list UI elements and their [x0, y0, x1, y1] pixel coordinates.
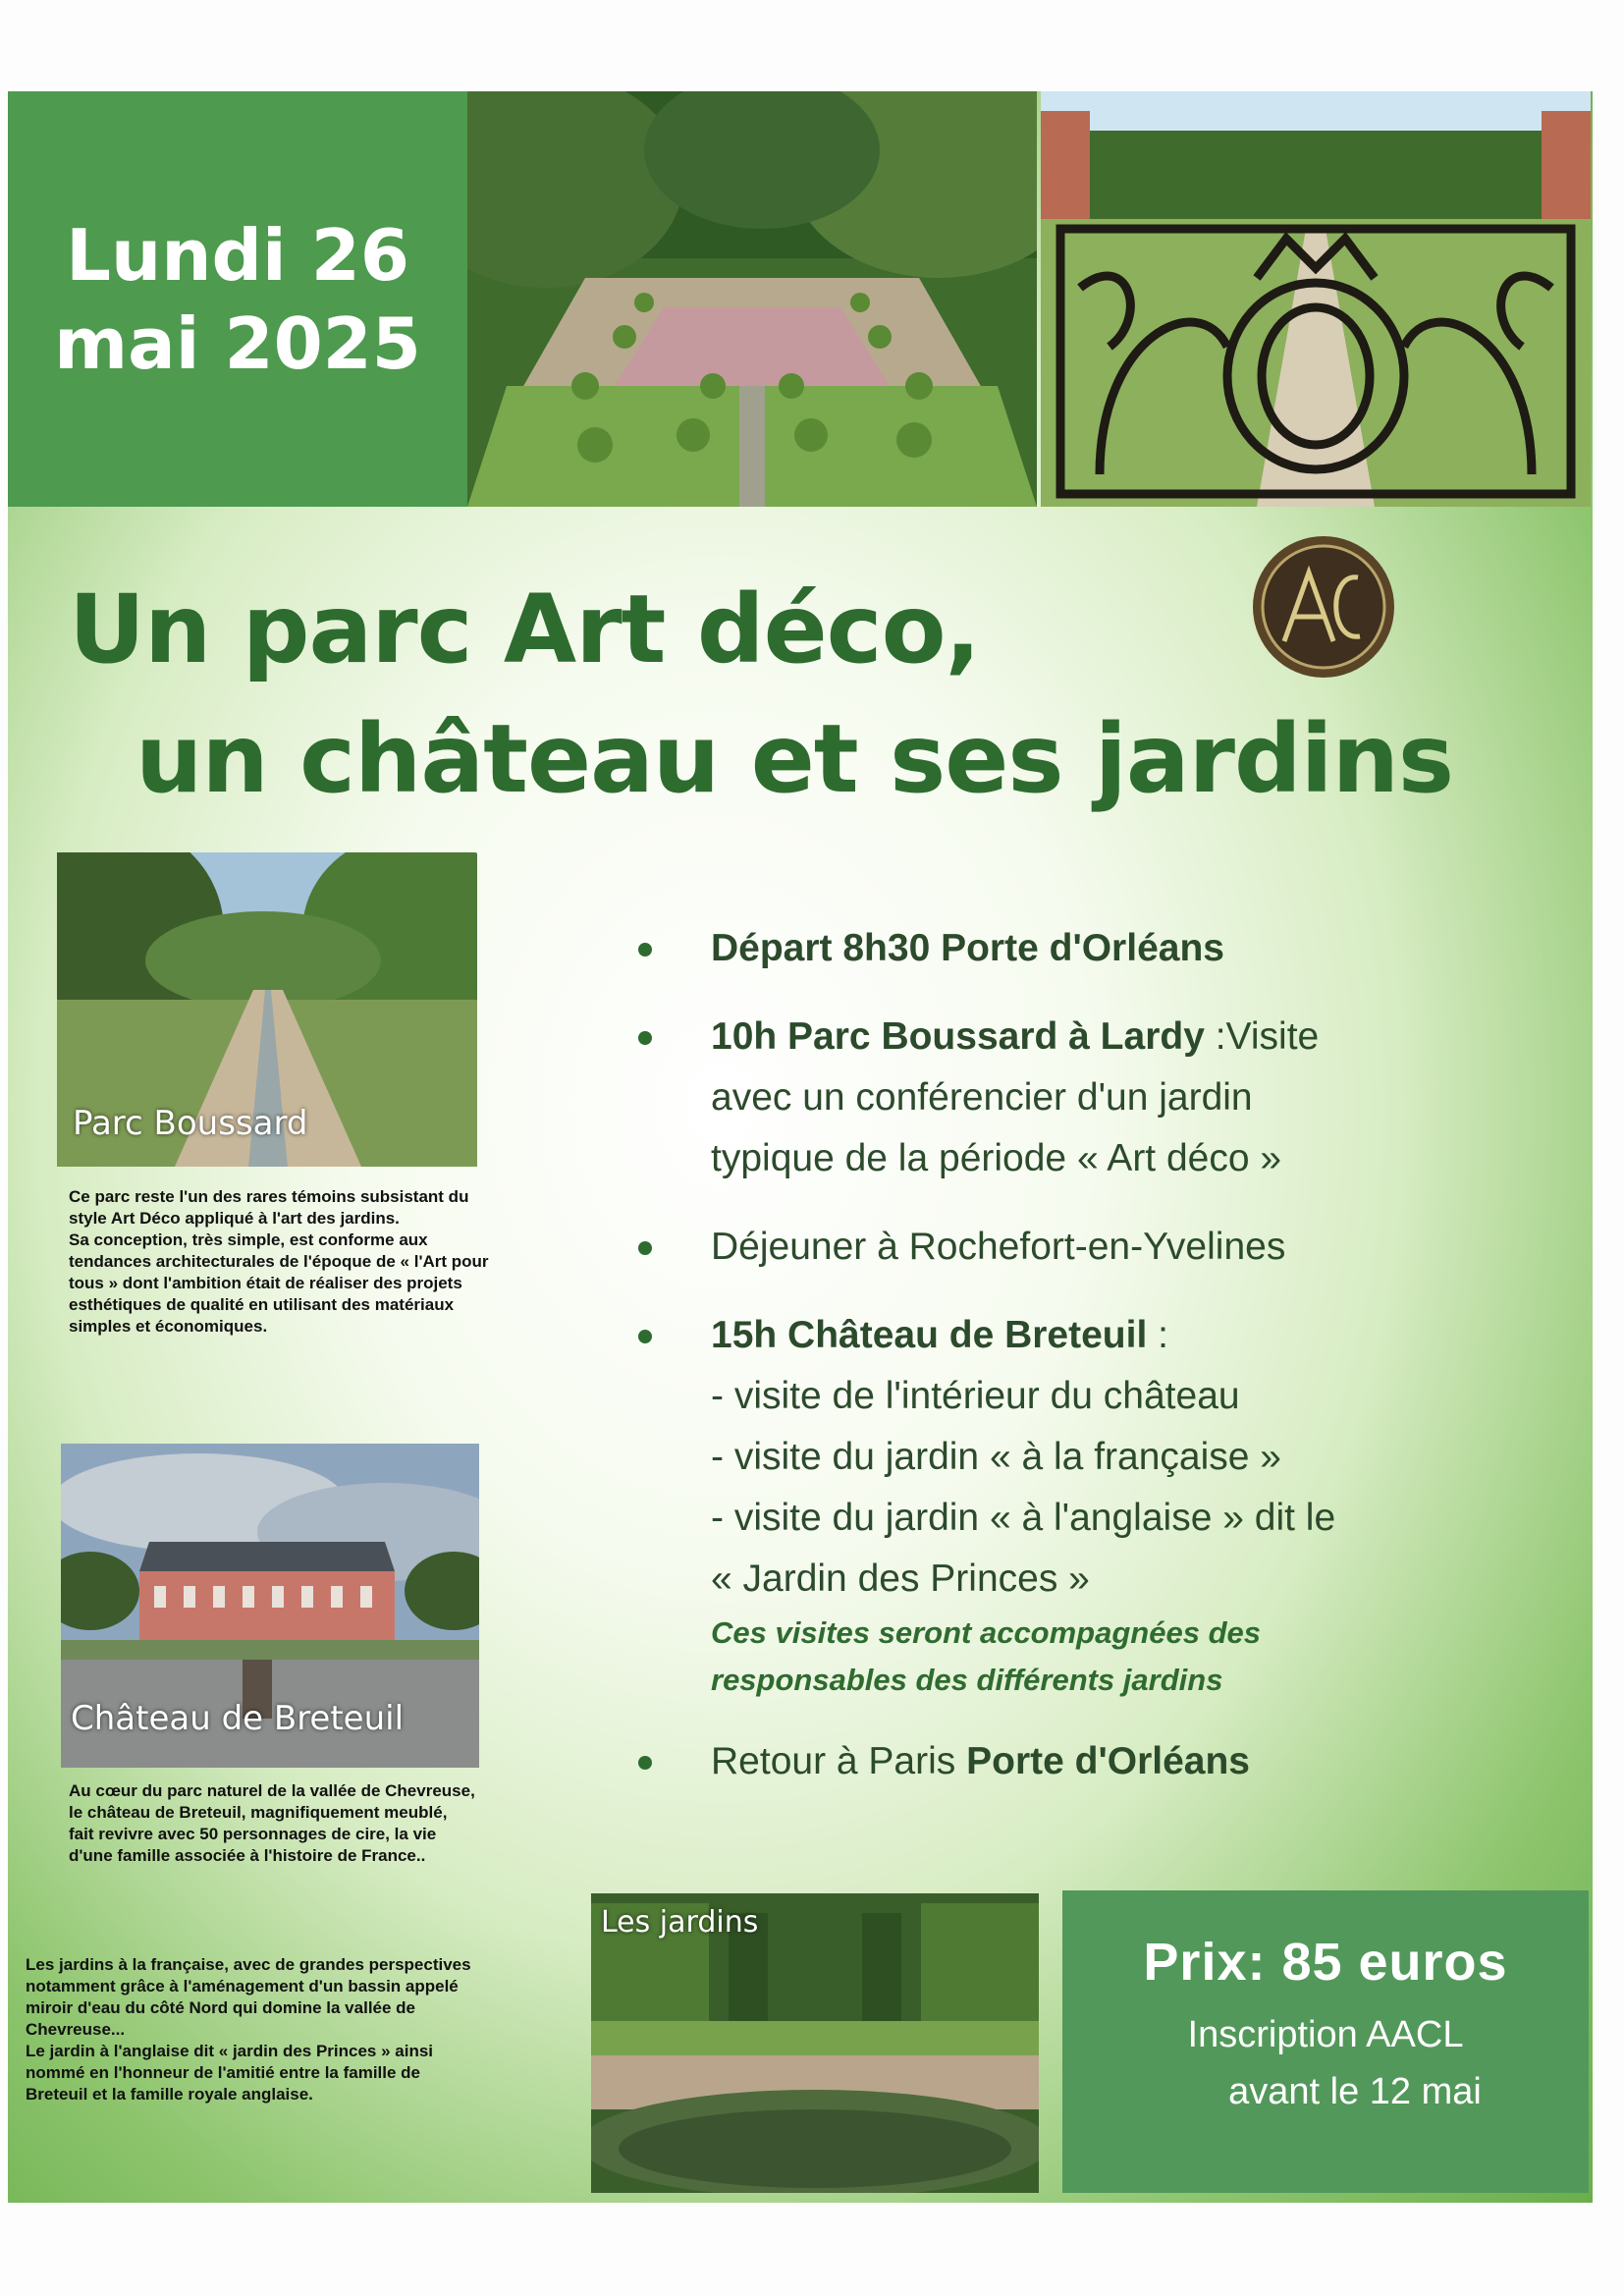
description-jardins — [26, 1954, 471, 2105]
description-parc — [69, 1186, 489, 1338]
program-text: :Visite — [1204, 1015, 1320, 1058]
desc-line: nommé en l'honneur de l'amitié entre la famille de — [26, 2063, 421, 2082]
desc-line: simples et économiques. — [69, 1317, 268, 1336]
title-line1: Un parc Art déco, — [69, 574, 980, 684]
desc-line: Sa conception, très simple, est conforme aux — [69, 1230, 428, 1249]
desc-line: d'une famille associée à l'histoire de France.. — [69, 1846, 426, 1865]
desc-line: Les jardins à la française, avec de grandes perspectives — [26, 1955, 471, 1974]
date-line1: Lundi 26 — [66, 213, 409, 297]
description-chateau — [69, 1780, 475, 1867]
desc-line: Le jardin à l'anglaise dit « jardin des Princes » ainsi — [26, 2042, 434, 2060]
date-box — [8, 91, 467, 507]
program-parc-boussard: 10h Parc Boussard à Lardy — [711, 1015, 1205, 1058]
program-chateau-breteuil: 15h Château de Breteuil — [711, 1314, 1148, 1356]
desc-line: Ce parc reste l'un des rares témoins subsistant du — [69, 1187, 469, 1206]
program-item — [638, 1217, 1502, 1278]
desc-line: esthétiques de qualité en utilisant des matériaux — [69, 1295, 455, 1314]
inscription-deadline: avant le 12 mai — [1228, 2071, 1482, 2112]
program-text: typique de la période « Art déco » — [711, 1137, 1282, 1179]
desc-line: tous » dont l'ambition était de réaliser des projets — [69, 1274, 462, 1292]
program-sub: - visite de l'intérieur du château — [711, 1375, 1240, 1417]
program-note: Ces visites seront accompagnées des — [711, 1615, 1261, 1650]
program-dejeuner: Déjeuner à Rochefort-en-Yvelines — [711, 1226, 1286, 1268]
program-item — [638, 1731, 1502, 1792]
program-sub: - visite du jardin « à la française » — [711, 1436, 1281, 1478]
desc-line: miroir d'eau du côté Nord qui domine la vallée de — [26, 1998, 416, 2017]
caption-parc-boussard: Parc Boussard — [73, 1104, 308, 1143]
desc-line: Au cœur du parc naturel de la vallée de Chevreuse, — [69, 1781, 475, 1800]
desc-line: notamment grâce à l'aménagement d'un bassin appelé — [26, 1977, 459, 1995]
program-sub: « Jardin des Princes » — [711, 1558, 1090, 1600]
program-item — [638, 1305, 1502, 1704]
price-label: Prix: 85 euros — [1143, 1933, 1508, 1992]
main-title — [69, 565, 1453, 824]
aacl-logo — [1250, 533, 1397, 681]
desc-line: tendances architecturales de l'époque de « l'Art pour — [69, 1252, 489, 1271]
photo-wrought-iron-gate — [1041, 91, 1591, 507]
program-retour: Retour à Paris — [711, 1740, 967, 1782]
photo-terrace-garden — [467, 91, 1037, 507]
program-depart: Départ 8h30 Porte d'Orléans — [711, 927, 1224, 969]
caption-chateau-breteuil: Château de Breteuil — [71, 1699, 405, 1738]
desc-line: le château de Breteuil, magnifiquement meublé, — [69, 1803, 448, 1822]
desc-line: Breteuil et la famille royale anglaise. — [26, 2085, 313, 2104]
desc-line: Chevreuse... — [26, 2020, 126, 2039]
program-text: avec un conférencier d'un jardin — [711, 1076, 1253, 1119]
caption-les-jardins: Les jardins — [601, 1905, 759, 1940]
program-list — [638, 918, 1502, 1820]
program-text: : — [1147, 1314, 1168, 1356]
desc-line: fait revivre avec 50 personnages de cire, la vie — [69, 1825, 437, 1843]
program-note: responsables des différents jardins — [711, 1663, 1223, 1697]
desc-line: style Art Déco appliqué à l'art des jardins. — [69, 1209, 400, 1228]
price-box — [1062, 1890, 1589, 2193]
program-retour-porte: Porte d'Orléans — [966, 1740, 1250, 1782]
program-item — [638, 918, 1502, 979]
date-line2: mai 2025 — [54, 301, 421, 385]
inscription-line1: Inscription AACL — [1187, 2014, 1464, 2055]
program-sub: - visite du jardin « à l'anglaise » dit le — [711, 1497, 1336, 1539]
program-item — [638, 1007, 1502, 1189]
title-line2: un château et ses jardins — [135, 704, 1454, 814]
